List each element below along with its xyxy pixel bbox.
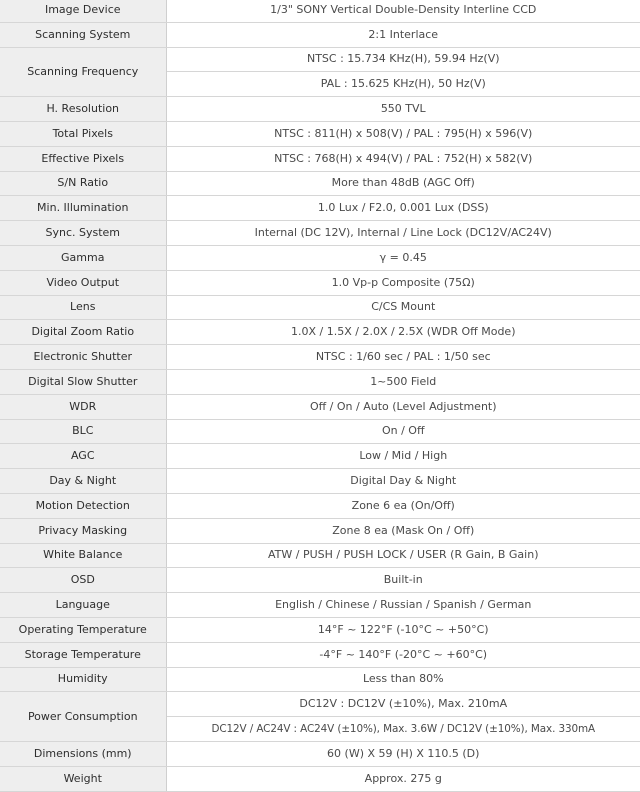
spec-label: Dimensions (mm)	[0, 741, 166, 766]
spec-label: Video Output	[0, 270, 166, 295]
spec-label: OSD	[0, 568, 166, 593]
spec-label: BLC	[0, 419, 166, 444]
spec-row	[0, 0, 640, 22]
spec-row	[0, 270, 640, 295]
spec-row	[0, 543, 640, 568]
spec-row	[0, 593, 640, 618]
spec-label: Operating Temperature	[0, 617, 166, 642]
spec-row	[0, 295, 640, 320]
spec-value: γ = 0.45	[166, 245, 640, 270]
spec-row	[0, 692, 640, 717]
spec-value: 60 (W) X 59 (H) X 110.5 (D)	[166, 741, 640, 766]
spec-value: 1.0 Vp-p Composite (75Ω)	[166, 270, 640, 295]
spec-value: Zone 8 ea (Mask On / Off)	[166, 518, 640, 543]
spec-row	[0, 171, 640, 196]
spec-label: Effective Pixels	[0, 146, 166, 171]
spec-label: Min. Illumination	[0, 196, 166, 221]
spec-value: Built-in	[166, 568, 640, 593]
spec-label: Digital Slow Shutter	[0, 369, 166, 394]
spec-value: 1.0 Lux / F2.0, 0.001 Lux (DSS)	[166, 196, 640, 221]
spec-label: Day & Night	[0, 469, 166, 494]
spec-label: Scanning Frequency	[0, 47, 166, 97]
spec-label: Scanning System	[0, 22, 166, 47]
spec-label: Storage Temperature	[0, 642, 166, 667]
spec-row	[0, 47, 640, 72]
spec-row	[0, 667, 640, 692]
spec-value: DC12V : DC12V (±10%), Max. 210mA	[166, 692, 640, 717]
spec-row	[0, 469, 640, 494]
spec-row	[0, 419, 640, 444]
spec-label: AGC	[0, 444, 166, 469]
spec-row	[0, 245, 640, 270]
spec-label: Lens	[0, 295, 166, 320]
spec-row	[0, 22, 640, 47]
spec-row	[0, 642, 640, 667]
spec-value: Low / Mid / High	[166, 444, 640, 469]
spec-row	[0, 617, 640, 642]
spec-label: Total Pixels	[0, 121, 166, 146]
spec-row	[0, 493, 640, 518]
spec-label: Language	[0, 593, 166, 618]
spec-row	[0, 146, 640, 171]
spec-value: PAL : 15.625 KHz(H), 50 Hz(V)	[166, 72, 640, 97]
spec-value: Internal (DC 12V), Internal / Line Lock (DC12V/AC24V)	[166, 221, 640, 246]
spec-value: DC12V / AC24V : AC24V (±10%), Max. 3.6W / DC12V (±10%), Max. 330mA	[166, 717, 640, 742]
spec-row	[0, 121, 640, 146]
spec-value: C/CS Mount	[166, 295, 640, 320]
spec-label: Electronic Shutter	[0, 345, 166, 370]
spec-value: ATW / PUSH / PUSH LOCK / USER (R Gain, B Gain)	[166, 543, 640, 568]
spec-value: 1.0X / 1.5X / 2.0X / 2.5X (WDR Off Mode)	[166, 320, 640, 345]
spec-value: NTSC : 768(H) x 494(V) / PAL : 752(H) x 582(V)	[166, 146, 640, 171]
spec-label: WDR	[0, 394, 166, 419]
spec-value: NTSC : 811(H) x 508(V) / PAL : 795(H) x 596(V)	[166, 121, 640, 146]
spec-row	[0, 766, 640, 791]
spec-row	[0, 369, 640, 394]
spec-row	[0, 196, 640, 221]
spec-value: 1~500 Field	[166, 369, 640, 394]
spec-label: Weight	[0, 766, 166, 791]
spec-label: Power Consumption	[0, 692, 166, 742]
spec-row	[0, 444, 640, 469]
spec-value: 1/3" SONY Vertical Double-Density Interline CCD	[166, 0, 640, 22]
spec-label: Humidity	[0, 667, 166, 692]
spec-row	[0, 345, 640, 370]
spec-value: More than 48dB (AGC Off)	[166, 171, 640, 196]
spec-value: Digital Day & Night	[166, 469, 640, 494]
spec-row	[0, 320, 640, 345]
spec-value: 14°F ~ 122°F (-10°C ~ +50°C)	[166, 617, 640, 642]
spec-label: Gamma	[0, 245, 166, 270]
spec-value: Approx. 275 g	[166, 766, 640, 791]
spec-row	[0, 518, 640, 543]
spec-label: Digital Zoom Ratio	[0, 320, 166, 345]
spec-label: Sync. System	[0, 221, 166, 246]
spec-label: H. Resolution	[0, 97, 166, 122]
spec-label: Image Device	[0, 0, 166, 22]
spec-label: White Balance	[0, 543, 166, 568]
spec-row	[0, 394, 640, 419]
spec-value: NTSC : 15.734 KHz(H), 59.94 Hz(V)	[166, 47, 640, 72]
spec-value: -4°F ~ 140°F (-20°C ~ +60°C)	[166, 642, 640, 667]
spec-value: Less than 80%	[166, 667, 640, 692]
spec-row	[0, 97, 640, 122]
spec-row	[0, 568, 640, 593]
spec-value: 2:1 Interlace	[166, 22, 640, 47]
spec-value: On / Off	[166, 419, 640, 444]
spec-value: NTSC : 1/60 sec / PAL : 1/50 sec	[166, 345, 640, 370]
spec-row	[0, 221, 640, 246]
spec-value: Off / On / Auto (Level Adjustment)	[166, 394, 640, 419]
spec-label: Motion Detection	[0, 493, 166, 518]
spec-value: Zone 6 ea (On/Off)	[166, 493, 640, 518]
spec-value: English / Chinese / Russian / Spanish / German	[166, 593, 640, 618]
spec-label: S/N Ratio	[0, 171, 166, 196]
spec-row	[0, 741, 640, 766]
spec-value: 550 TVL	[166, 97, 640, 122]
spec-label: Privacy Masking	[0, 518, 166, 543]
